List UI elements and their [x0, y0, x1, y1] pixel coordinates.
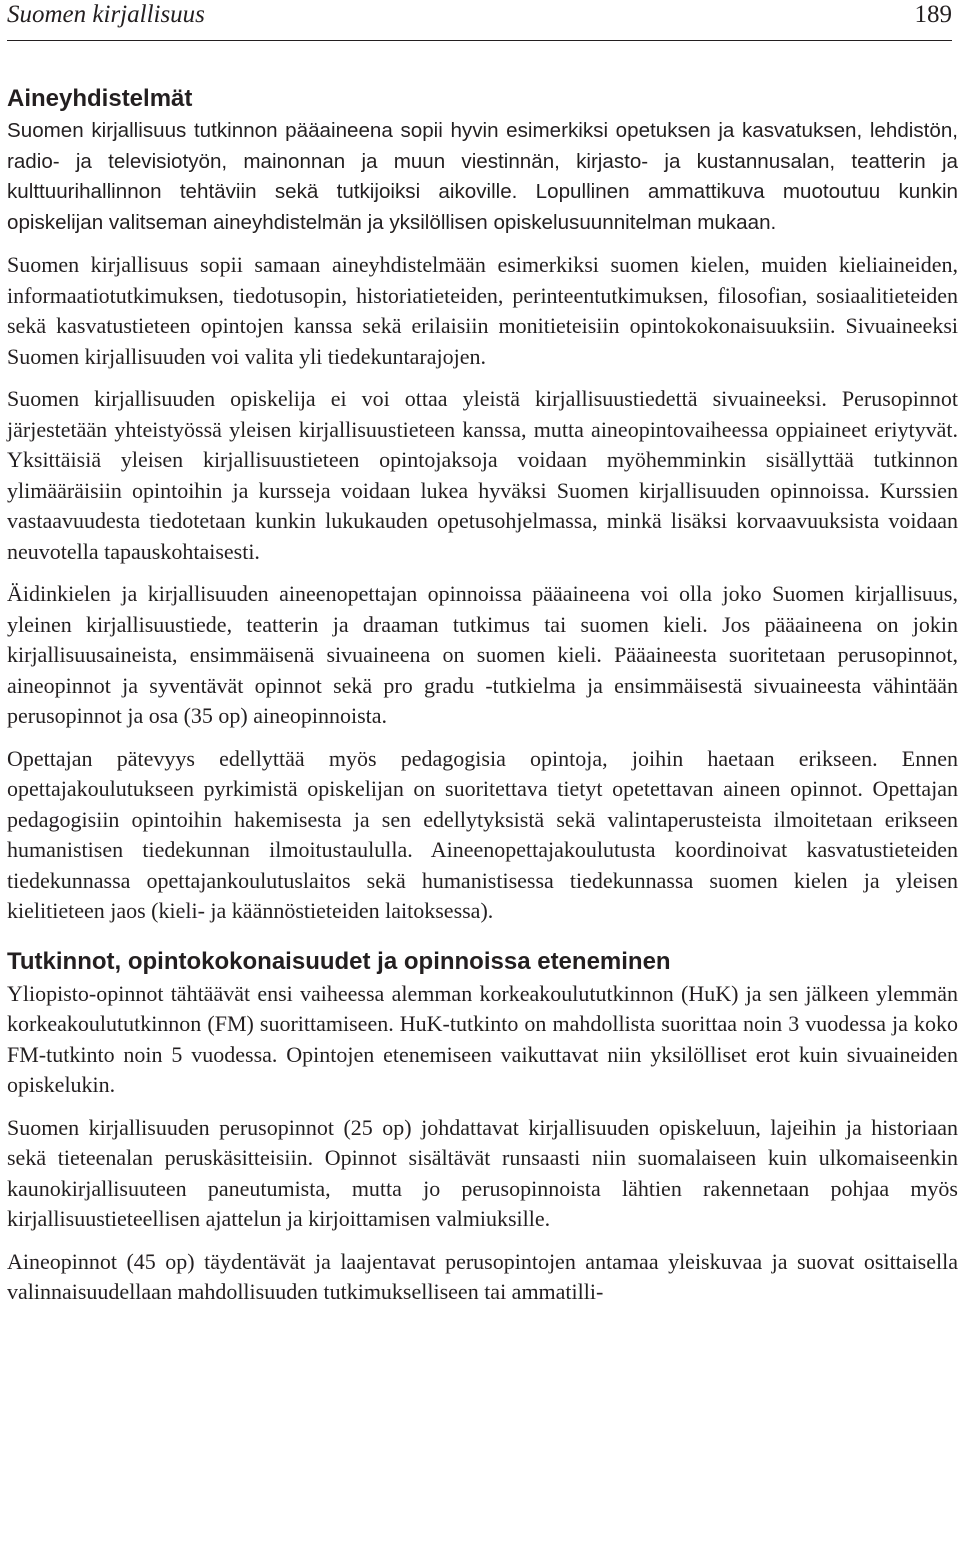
running-title: Suomen kirjallisuus	[7, 1, 205, 28]
paragraph: Opettajan pätevyys edellyttää myös pedagogisia opintoja, joihin haetaan erikseen. Ennen opettajakoulutukseen pyrkimistä opiskelijan on suoritettava tietyt opetettavan aineen opinnot. Opettajan pedagogisiin opintoihin hakemisesta ja sen edellytyksistä sekä valintaperusteista ilmoitetaan erikseen humanistisen tiedekunnan ilmoitustaululla. Aineenopettajakoulutusta koordinoivat kasvatustieteiden tiedekunnassa opettajankoulutuslaitos sekä humanistisessa tiedekunnassa suomen kielen ja yleisen kielitieteen jaos (kieli- ja käännöstieteiden laitoksessa).	[7, 745, 958, 924]
paragraph: Yliopisto-opinnot tähtäävät ensi vaiheessa alemman korkeakoulututkinnon (HuK) ja sen jälkeen ylemmän korkeakoulututkinnon (FM) suorittamiseen. HuK-tutkinto on mahdollista suorittaa noin 3 vuodessa ja koko FM-tutkinto noin 5 vuodessa. Opintojen etenemiseen vaikuttavat niin yksilölliset erot kuin sivuaineiden opiskelukin.	[7, 980, 958, 1098]
paragraph: Aineopinnot (45 op) täydentävät ja laajentavat perusopintojen antamaa yleiskuvaa ja suovat osittaisella valinnaisuudellaan mahdollisuuden tutkimukselliseen tai ammatilli-	[7, 1248, 958, 1305]
paragraph: Äidinkielen ja kirjallisuuden aineenopettajan opinnoissa pääaineena voi olla joko Suomen kirjallisuus, yleinen kirjallisuustiede, teatterin ja draaman tutkimus tai suomen kieli. Jos pääaineena on jokin kirjallisuusaineista, ensimmäisenä sivuaineena on suomen kieli. Pääaineesta suoritetaan perusopinnot, aineopinnot ja syventävät opinnot sekä pro gradu -tutkielma ja ensimmäisestä sivuaineesta vähintään perusopinnot ja osa (35 op) aineopinnoista.	[7, 581, 958, 729]
running-header	[7, 0, 952, 41]
section-heading-aineyhdistelmat: Aineyhdistelmät	[7, 85, 193, 112]
paragraph: Suomen kirjallisuus sopii samaan aineyhdistelmään esimerkiksi suomen kielen, muiden kieliaineiden, informaatiotutkimuksen, tiedotusopin, historiatieteiden, perinteentutkimuksen, filosofian, sosiaalitieteiden sekä kasvatustieteen opintojen kanssa sekä erilaisiin monitieteisiin opintokokonaisuuksiin. Sivuaineeksi Suomen kirjallisuuden voi valita yli tiedekuntarajojen.	[7, 252, 958, 369]
page-number: 189	[914, 1, 952, 28]
section-heading-tutkinnot: Tutkinnot, opintokokonaisuudet ja opinnoissa eteneminen	[7, 947, 671, 975]
paragraph: Suomen kirjallisuuden opiskelija ei voi ottaa yleistä kirjallisuustiedettä sivuaineeksi. Perusopinnot järjestetään yhteistyössä yleisen kirjallisuustieteen kanssa, mutta aineopintovaiheessa oppiaineet eriytyvät. Yksittäisiä yleisen kirjallisuustieteen opintojaksoja voidaan myöhemminkin sisällyttää tutkinnon ylimääräisiin opintoihin ja kursseja voidaan lukea hyväksi Suomen kirjallisuuden opinnoissa. Kurssien vastaavuudesta tiedotetaan kunkin lukukauden opetusohjelmassa, minkä lisäksi korvaavuuksista voidaan neuvotella tapauskohtaisesti.	[7, 386, 958, 564]
main-content	[7, 84, 958, 1320]
paragraph: Suomen kirjallisuus tutkinnon pääaineena sopii hyvin esimerkiksi opetuksen ja kasvatuksen, lehdistön, radio- ja televisiotyön, mainonnan ja muun viestinnän, kirjasto- ja kustannusalan, teatterin ja kulttuurihallinnon tehtäviin sekä tutkijoiksi aikoville. Lopullinen ammattikuva muotoutuu kunkin opiskelijan valitseman aineyhdistelmän ja yksilöllisen opiskelusuunnitelman mukaan.	[7, 119, 958, 234]
paragraph: Suomen kirjallisuuden perusopinnot (25 op) johdattavat kirjallisuuden opiskeluun, lajeihin ja historiaan sekä tieteenalan peruskäsitteisiin. Opinnot sisältävät runsaasti niin suomalaiseen kuin ulkomaiseenkin kaunokirjallisuuteen paneutumista, mutta jo perusopinnoista lähtien rakennetaan pohjaa myös kirjallisuustieteellisen ajattelun ja kirjoittamisen valmiuksille.	[7, 1114, 958, 1232]
